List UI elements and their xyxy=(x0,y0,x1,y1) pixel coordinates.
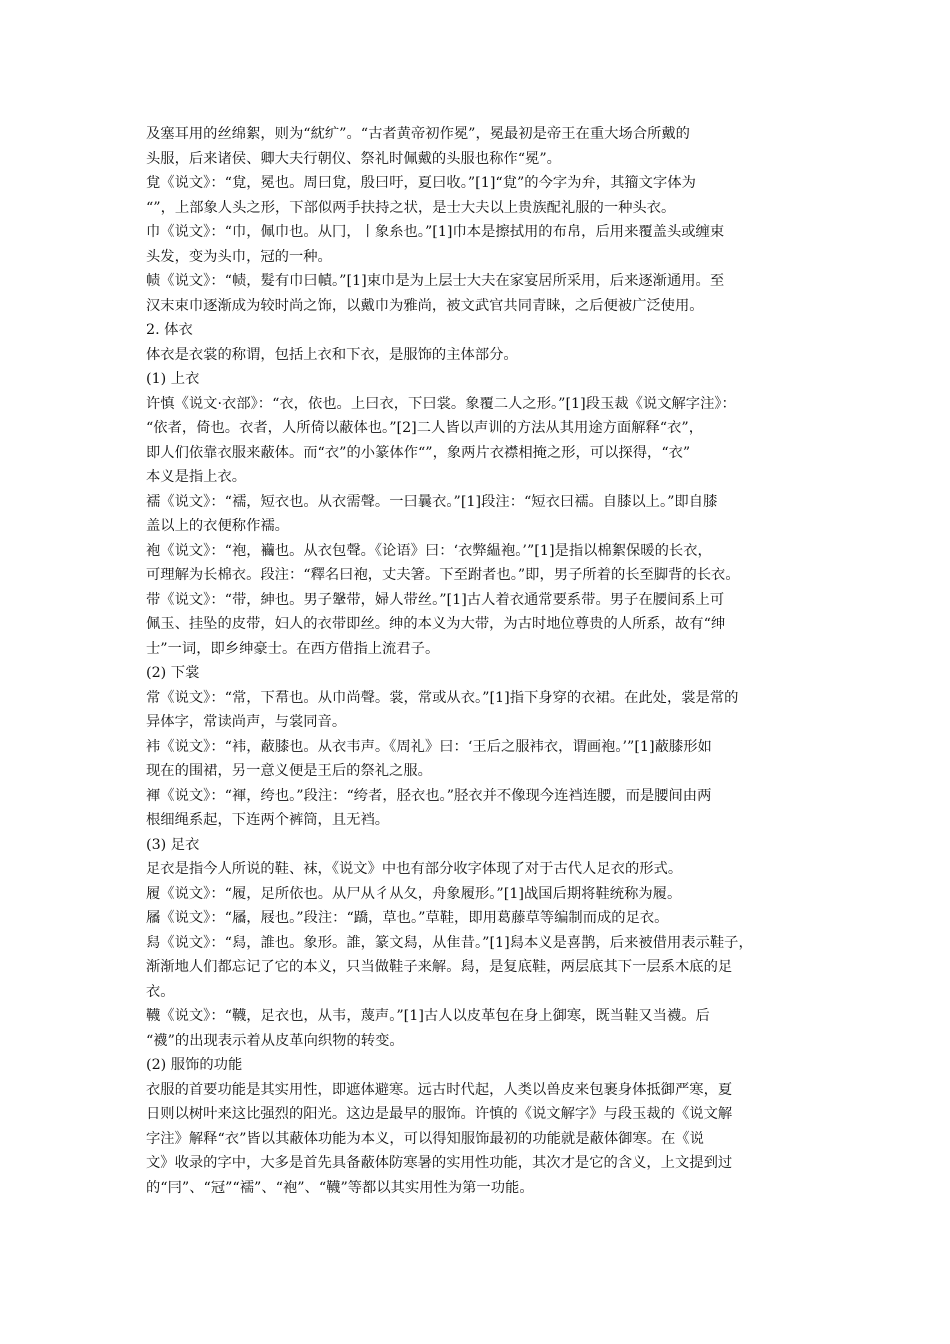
text-line: 韈《说文》：“韈，足衣也，从韦，蔑声。”[1]古人以皮革包在身上御寒，既当鞋又当襪。后 xyxy=(146,1008,710,1024)
text-line: 头发，变为头巾，冠的一种。 xyxy=(146,248,332,265)
text-line: 帻《说文》：“帻，髮有巾曰幘。”[1]束巾是为上层士大夫在家宴居所采用，后来逐渐通用。至 xyxy=(146,273,725,289)
document-page xyxy=(146,122,808,1200)
text-line: 根细绳系起，下连两个裤筒，且无裆。 xyxy=(146,812,390,828)
text-line: 文》收录的字中，大多是首先具备蔽体防寒暑的实用性功能，其次才是它的含义，上文提到过 xyxy=(146,1155,733,1171)
text-line: 渐渐地人们都忘记了它的本义，只当做鞋子来解。舄，是复底鞋，两层底其下一层系木底的足 xyxy=(146,959,733,975)
paragraph xyxy=(146,367,808,392)
text-line: 舄《说文》：“舄，誰也。象形。誰，篆文舄，从隹昔。”[1]舄本义是喜鹊，后来被借用表示鞋子， xyxy=(146,934,753,951)
text-line: 本义是指上衣。 xyxy=(146,469,247,485)
text-line: (3) 足衣 xyxy=(146,836,200,853)
text-line: 及塞耳用的丝绵絮，则为“紞纩”。“古者黄帝初作冕”，冕最初是帝王在重大场合所戴的 xyxy=(146,126,690,142)
paragraph xyxy=(146,171,808,220)
text-line: (2) 下裳 xyxy=(146,665,200,681)
paragraph xyxy=(146,882,808,907)
text-line: “”，上部象人头之形，下部似两手扶持之状，是士大夫以上贵族配礼服的一种头衣。 xyxy=(146,199,676,216)
paragraph xyxy=(146,343,808,368)
text-line: 巾《说文》：“巾，佩巾也。从冂，丨象糸也。”[1]巾本是擦拭用的布帛，后用来覆盖头或缠束 xyxy=(146,224,725,240)
paragraph xyxy=(146,931,808,1005)
text-line: 2. 体衣 xyxy=(146,322,193,338)
text-line: “襪”的出现表示着从皮革向织物的转变。 xyxy=(146,1032,404,1049)
text-line: (2) 服饰的功能 xyxy=(146,1057,243,1073)
text-line: (1) 上衣 xyxy=(146,371,200,387)
text-line: 士”一词，即乡绅豪士。在西方借指上流君子。 xyxy=(146,640,440,657)
paragraph xyxy=(146,857,808,882)
text-line: 许慎《说文·衣部》：“衣，依也。上曰衣，下曰裳。象覆二人之形。”[1]段玉裁《说文解字注》： xyxy=(146,395,736,412)
paragraph xyxy=(146,784,808,833)
paragraph xyxy=(146,686,808,735)
paragraph xyxy=(146,1078,808,1201)
text-line: 覍《说文》：“覍，冕也。周曰覍，殷曰吁，夏曰收。”[1]“覍”的今字为弁，其籀文字体为 xyxy=(146,175,696,191)
text-line: 常《说文》：“常，下帬也。从巾尚聲。裳，常或从衣。”[1]指下身穿的衣裙。在此处，裳是常的 xyxy=(146,689,739,706)
text-line: 褌《说文》：“褌，绔也。”段注：“绔者，胫衣也。”胫衣并不像现今连裆连腰，而是腰间由两 xyxy=(146,787,712,804)
paragraph xyxy=(146,122,808,171)
text-line: 可理解为长棉衣。段注：“釋名曰袍，丈夫箸。下至跗者也。”即，男子所着的长至脚背的长衣。 xyxy=(146,567,740,583)
paragraph xyxy=(146,588,808,662)
text-line: 履《说文》：“履，足所依也。从尸从彳从夂，舟象履形。”[1]战国后期将鞋统称为履。 xyxy=(146,885,682,902)
text-line: 衣服的首要功能是其实用性，即遮体避寒。远古时代起，人类以兽皮来包裹身体抵御严寒，夏 xyxy=(146,1081,733,1098)
paragraph xyxy=(146,1053,808,1078)
text-line: 屩《说文》：“屩，屐也。”段注：“蹻，草也。”草鞋，即用葛藤草等编制而成的足衣。 xyxy=(146,910,669,926)
paragraph xyxy=(146,318,808,343)
paragraph xyxy=(146,490,808,539)
paragraph xyxy=(146,392,808,490)
text-line: 袍《说文》：“袍，襺也。从衣包聲。《论语》曰：‘衣弊緼袍。’”[1]是指以棉絮保暖的长衣， xyxy=(146,542,712,559)
text-line: 带《说文》：“带，紳也。男子鞶带，婦人带丝。”[1]古人着衣通常要系带。男子在腰间系上可 xyxy=(146,591,725,608)
paragraph xyxy=(146,1004,808,1053)
paragraph xyxy=(146,735,808,784)
text-line: 佩玉、挂坠的皮带，妇人的衣带即丝。绅的本义为大带，为古时地位尊贵的人所系，故有“绅 xyxy=(146,616,726,632)
paragraph xyxy=(146,269,808,318)
paragraph xyxy=(146,220,808,269)
paragraph xyxy=(146,833,808,858)
text-line: 盖以上的衣便称作襦。 xyxy=(146,518,289,534)
text-line: 头服，后来诸侯、卿大夫行朝仪、祭礼时佩戴的头服也称作“冕”。 xyxy=(146,150,561,167)
text-line: 襦《说文》：“襦，短衣也。从衣需聲。一曰曩衣。”[1]段注：“短衣曰襦。自膝以上。”即自膝 xyxy=(146,493,718,510)
text-line: “依者，倚也。衣者，人所倚以蔽体也。”[2]二人皆以声训的方法从其用途方面解释“衣”， xyxy=(146,420,704,436)
text-line: 足衣是指今人所说的鞋、袜，《说文》中也有部分收字体现了对于古代人足衣的形式。 xyxy=(146,861,683,877)
text-line: 汉末束巾逐渐成为较时尚之饰，以戴巾为雅尚，被文武官共同青睐，之后便被广泛使用。 xyxy=(146,297,704,314)
text-line: 体衣是衣裳的称谓，包括上衣和下衣，是服饰的主体部分。 xyxy=(146,346,518,363)
text-line: 的“冃”、“冠”“襦”、“袍”、“韈”等都以其实用性为第一功能。 xyxy=(146,1179,534,1196)
paragraph xyxy=(146,906,808,931)
text-line: 字注》解释“衣”皆以其蔽体功能为本义，可以得知服饰最初的功能就是蔽体御寒。在《说 xyxy=(146,1130,704,1147)
text-line: 异体字，常读尚声，与裳同音。 xyxy=(146,714,347,730)
text-line: 即人们依靠衣服来蔽体。而“衣”的小篆体作“”，象两片衣襟相掩之形，可以探得，“衣” xyxy=(146,444,691,461)
text-line: 衣。 xyxy=(146,983,175,1000)
text-line: 日则以树叶来这比强烈的阳光。这边是最早的服饰。许慎的《说文解字》与段玉裁的《说文解 xyxy=(146,1106,733,1122)
text-line: 袆《说文》：“袆，蔽膝也。从衣韦声。《周礼》曰：‘王后之服袆衣，谓画袍。’”[1]蔽膝形如 xyxy=(146,738,712,755)
paragraph xyxy=(146,539,808,588)
paragraph xyxy=(146,661,808,686)
text-line: 现在的围裙，另一意义便是王后的祭礼之服。 xyxy=(146,763,432,779)
